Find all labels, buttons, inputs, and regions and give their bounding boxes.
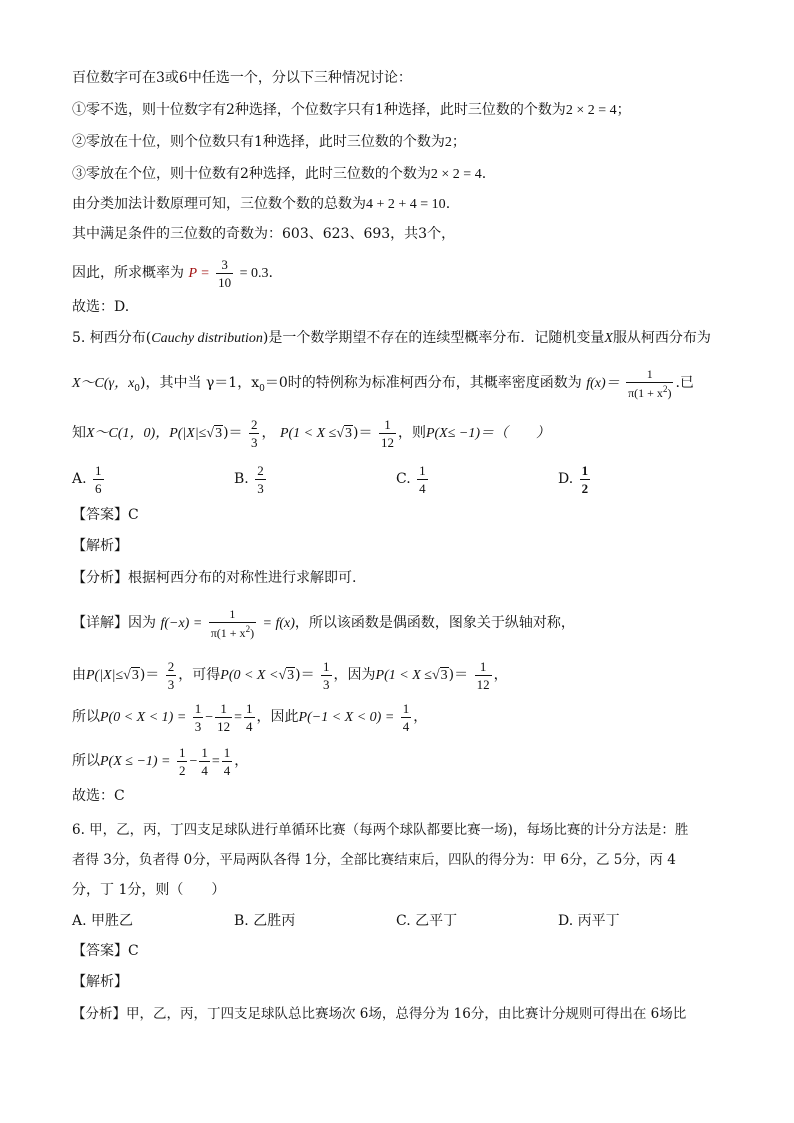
fraction: $\frac{2}{3}$	[257, 462, 264, 496]
text-line: 故选：C	[72, 788, 125, 804]
detail-line-4: 所以P(X ≤ −1) = $\frac{1}{2}$ − $\frac{1}{4}$ = $\frac{1}{4}$ ，	[72, 744, 249, 778]
text-line: ①零不选，则十位数字有2种选择，个位数字只有1种选择，此时三位数的个数为2 × 2 = 4；	[72, 102, 631, 118]
option-c[interactable]: C. $\frac{1}{4}$	[396, 462, 426, 496]
fraction: $\frac{1}{4}$	[201, 744, 208, 778]
text-line: 由分类加法计数原理可知，三位数个数的总数为4 + 2 + 4 = 10.	[72, 196, 451, 212]
fraction: $\frac{1}{12}$	[380, 416, 394, 450]
fraction: $\frac{1}{3}$	[323, 658, 330, 692]
text-line: 因此，所求概率为 P = $\frac{3}{10}$ = 0.3.	[72, 256, 273, 290]
analysis-text: 【分析】甲，乙，丙，丁四支足球队总比赛场次 6场，总得分为 16分，由比赛计分规则可得出在 6场比	[72, 1006, 687, 1022]
sqrt-symbol: √3	[431, 668, 448, 683]
detail-line-3: 所以P(0 < X < 1) = $\frac{1}{3}$ − $\frac{1}{12}$ = $\frac{1}{4}$ ，因此P(−1 < X < 0) = $\frac{1}{4}$ ，	[72, 700, 428, 734]
analysis-label: 【解析】	[72, 974, 128, 990]
text-line: 百位数字可在3或6中任选一个，分以下三种情况讨论：	[72, 70, 412, 86]
fraction: $\frac{1}{4}$	[419, 462, 426, 496]
question-6-line-2: 者得 3分，负者得 0分，平局两队各得 1分，全部比赛结束后，四队的得分为：甲 6分，乙 5分，丙 4	[72, 852, 676, 868]
sqrt-symbol: √3	[278, 668, 295, 683]
fraction: $\frac{1}{4}$	[402, 700, 410, 734]
question-5-line-3: 知X～C(1，0)，P(|X|≤√3)＝ $\frac{2}{3}$ ， P(1 < X ≤√3)＝ $\frac{1}{12}$ ，则P(X≤ −1)＝（ ）	[72, 416, 551, 450]
text-line: 其中满足条件的三位数的奇数为：603、623、693，共3个，	[72, 226, 456, 242]
analysis-label: 【解析】	[72, 538, 128, 554]
question-5-line-2: X～C(γ，$x_0$)，其中当 γ＝1，$x_0=0$时的特例称为标准柯西分布，其概率密度函数为 f(x)＝ $\frac{1}{\pi(1 + x^2)}$ .已	[72, 366, 694, 400]
detail-line-1: 【详解】因为 f(−x) = $\frac{1}{\pi(1 + x^2)}$ = f(x)，所以该函数是偶函数，图象关于纵轴对称，	[72, 606, 575, 640]
fraction: $\frac{2}{3}$	[167, 658, 175, 692]
question-6-line-3: 分，丁 1分，则（ ）	[72, 882, 226, 898]
text-line: ③零放在个位，则十位数有2种选择，此时三位数的个数为2 × 2 = 4.	[72, 166, 487, 182]
fraction: $\frac{1}{12}$	[217, 700, 231, 734]
option-a[interactable]: A. 甲胜乙	[72, 913, 134, 929]
fraction: $\frac{1}{2}$	[581, 462, 589, 496]
question-6-line-1: 6. 甲，乙，丙，丁四支足球队进行单循环比赛（每两个球队都要比赛一场)，每场比赛的计分方法是：胜	[72, 822, 689, 838]
option-b[interactable]: B. 乙胜丙	[234, 913, 296, 929]
detail-line-2: 由P(|X|≤√3)＝ $\frac{2}{3}$ ，可得P(0 < X <√3)＝ $\frac{1}{3}$ ，因为P(1 < X ≤√3)＝ $\frac{1}{12}$ ，	[72, 658, 508, 692]
sqrt-symbol: √3	[123, 668, 139, 683]
sqrt-symbol: √3	[336, 426, 353, 441]
fraction: $\frac{1}{\pi(1 + x^2)}$	[628, 366, 672, 400]
text-line: 故选：D.	[72, 299, 130, 315]
option-b[interactable]: B. $\frac{2}{3}$	[234, 462, 264, 496]
answer-label: 【答案】C	[72, 507, 139, 523]
text-line: ②零放在十位，则个位数只有1种选择，此时三位数的个数为2；	[72, 134, 466, 150]
option-a[interactable]: A. $\frac{1}{6}$	[72, 462, 102, 496]
fraction: $\frac{3}{10}$	[218, 256, 232, 290]
question-5-line-1: 5. 柯西分布(Cauchy distribution)是一个数学期望不存在的连续型概率分布．记随机变量X服从柯西分布为	[72, 330, 711, 346]
answer-label: 【答案】C	[72, 943, 139, 959]
option-d[interactable]: D. $\frac{1}{2}$	[558, 462, 589, 496]
fraction: $\frac{1}{4}$	[223, 744, 231, 778]
option-d[interactable]: D. 丙平丁	[558, 913, 620, 929]
fraction: $\frac{1}{6}$	[95, 462, 102, 496]
fraction: $\frac{1}{12}$	[476, 658, 490, 692]
fraction: $\frac{1}{3}$	[194, 700, 202, 734]
fraction: $\frac{1}{\pi(1 + x^2)}$	[210, 606, 255, 640]
fraction: $\frac{1}{4}$	[246, 700, 253, 734]
option-c[interactable]: C. 乙平丁	[396, 913, 458, 929]
analysis-text: 【分析】根据柯西分布的对称性进行求解即可.	[72, 570, 357, 586]
fraction: $\frac{2}{3}$	[250, 416, 258, 450]
sqrt-symbol: √3	[206, 426, 223, 441]
fraction: $\frac{1}{2}$	[178, 744, 186, 778]
